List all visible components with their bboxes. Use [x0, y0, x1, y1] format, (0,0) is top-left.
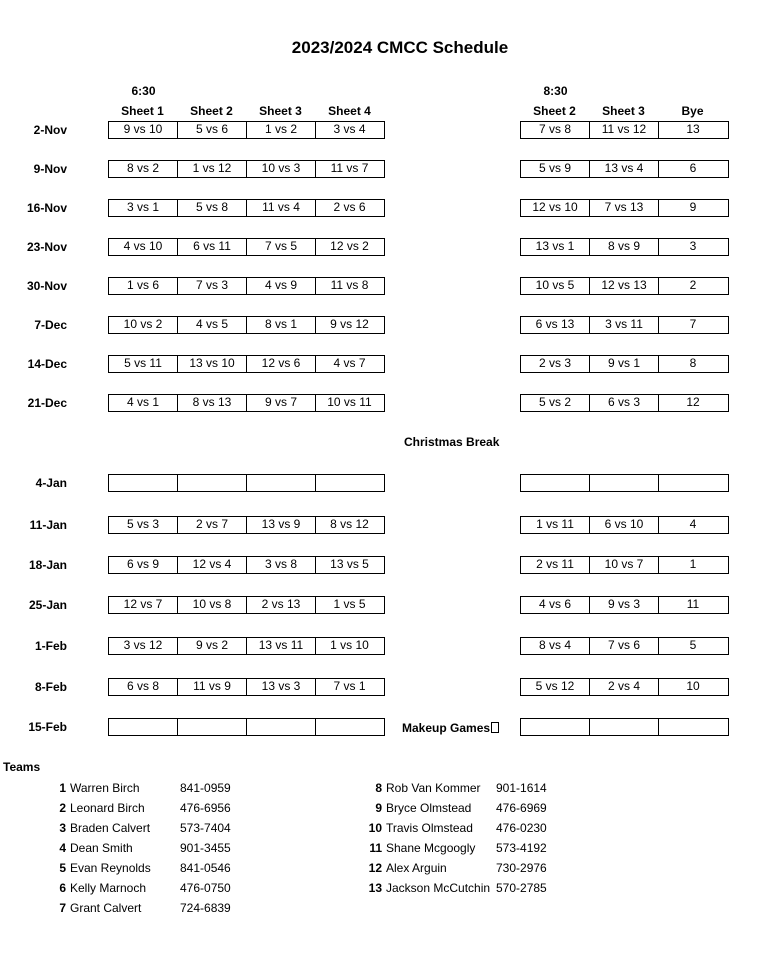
row-date: 2-Nov	[33, 123, 67, 137]
game-cell: 3 vs 4	[333, 122, 366, 136]
team-number: 13	[368, 881, 382, 895]
bye-cell: 13	[686, 122, 700, 136]
team-captain-name: Alex Arguin	[386, 861, 447, 875]
team-row	[366, 840, 547, 856]
time-late: 8:30	[543, 84, 568, 98]
game-cell: 11 vs 7	[330, 161, 369, 175]
game-cell: 4 vs 7	[333, 356, 366, 370]
game-cell: 5 vs 6	[178, 122, 247, 138]
team-phone: 476-6956	[180, 801, 231, 815]
game-cell: 2 vs 6	[333, 200, 366, 214]
team-phone: 476-0230	[496, 821, 547, 835]
game-cell	[178, 475, 247, 491]
game-cell	[316, 475, 383, 491]
row-date: 23-Nov	[26, 240, 67, 254]
early-games-row	[108, 316, 385, 334]
game-cell: 8 vs 13	[178, 395, 247, 411]
row-date: 11-Jan	[29, 518, 67, 532]
game-cell: 2 vs 4	[590, 679, 659, 695]
game-cell: 13 vs 5	[330, 557, 369, 571]
header-bye: Bye	[681, 104, 704, 118]
bye-cell	[659, 475, 727, 491]
game-cell: 3 vs 8	[247, 557, 316, 573]
game-cell	[316, 719, 383, 735]
early-games-row	[108, 199, 385, 217]
late-games-row	[520, 199, 729, 217]
team-row	[50, 900, 231, 916]
team-row	[366, 800, 547, 816]
game-cell: 12 vs 7	[109, 597, 178, 613]
team-phone: 573-4192	[496, 841, 547, 855]
team-captain-name: Evan Reynolds	[70, 861, 151, 875]
game-cell: 8 vs 1	[247, 317, 316, 333]
late-games-row	[520, 474, 729, 492]
game-cell: 6 vs 8	[109, 679, 178, 695]
team-phone: 573-7404	[180, 821, 231, 835]
game-cell: 9 vs 10	[109, 122, 178, 138]
game-cell: 9 vs 7	[247, 395, 316, 411]
game-cell	[178, 719, 247, 735]
early-games-row	[108, 238, 385, 256]
game-cell: 13 vs 4	[590, 161, 659, 177]
bye-cell: 8	[689, 356, 697, 370]
game-cell: 12 vs 4	[178, 557, 247, 573]
row-date: 15-Feb	[28, 720, 67, 734]
late-games-row	[520, 718, 729, 736]
team-row	[366, 860, 547, 876]
bye-cell: 2	[689, 278, 697, 292]
game-cell	[109, 475, 178, 491]
team-row	[50, 840, 231, 856]
team-captain-name: Grant Calvert	[70, 901, 142, 915]
team-phone: 724-6839	[180, 901, 231, 915]
early-games-row	[108, 277, 385, 295]
makeup-games-text: Makeup Games	[402, 721, 491, 735]
late-games-row	[520, 238, 729, 256]
game-cell: 1 vs 2	[247, 122, 316, 138]
team-captain-name: Warren Birch	[70, 781, 140, 795]
late-games-row	[520, 394, 729, 412]
time-early: 6:30	[131, 84, 156, 98]
team-captain-name: Dean Smith	[70, 841, 133, 855]
game-cell: 7 vs 6	[590, 638, 659, 654]
game-cell: 7 vs 5	[247, 239, 316, 255]
bye-cell	[659, 719, 727, 735]
game-cell: 6 vs 9	[109, 557, 178, 573]
team-phone: 476-6969	[496, 801, 547, 815]
game-cell: 5 vs 9	[521, 161, 590, 177]
team-captain-name: Shane Mcgoogly	[386, 841, 476, 855]
game-cell: 8 vs 12	[330, 517, 369, 531]
late-games-row	[520, 316, 729, 334]
bye-cell: 11	[686, 597, 700, 611]
late-games-row	[520, 160, 729, 178]
team-number: 7	[59, 901, 66, 915]
game-cell: 9 vs 1	[590, 356, 659, 372]
late-games-row	[520, 121, 729, 139]
game-cell: 13 vs 11	[247, 638, 316, 654]
page-title: 2023/2024 CMCC Schedule	[291, 38, 509, 57]
bye-cell: 9	[689, 200, 697, 214]
bye-cell: 12	[686, 395, 700, 409]
missing-glyph-icon	[491, 722, 499, 733]
bye-cell: 4	[689, 517, 697, 531]
team-row	[366, 820, 547, 836]
late-games-row	[520, 556, 729, 574]
team-number: 10	[368, 821, 382, 835]
game-cell: 10 vs 3	[247, 161, 316, 177]
team-row	[50, 780, 231, 796]
early-games-row	[108, 516, 385, 534]
christmas-break-label: Christmas Break	[404, 435, 500, 449]
late-games-row	[520, 516, 729, 534]
game-cell: 4 vs 6	[521, 597, 590, 613]
game-cell: 12 vs 10	[521, 200, 590, 216]
game-cell: 1 vs 6	[109, 278, 178, 294]
early-games-row	[108, 637, 385, 655]
bye-cell: 10	[686, 679, 700, 693]
game-cell: 10 vs 8	[178, 597, 247, 613]
row-date: 1-Feb	[34, 639, 67, 653]
game-cell: 8 vs 9	[590, 239, 659, 255]
game-cell	[247, 475, 316, 491]
game-cell: 2 vs 11	[521, 557, 590, 573]
team-phone: 901-1614	[496, 781, 547, 795]
team-row	[50, 860, 231, 876]
game-cell	[521, 475, 590, 491]
early-games-row	[108, 596, 385, 614]
game-cell: 3 vs 1	[109, 200, 178, 216]
teams-heading: Teams	[3, 760, 41, 774]
row-date: 25-Jan	[28, 598, 67, 612]
game-cell: 11 vs 9	[178, 679, 247, 695]
team-row	[366, 880, 547, 896]
row-date: 8-Feb	[34, 680, 67, 694]
team-number: 5	[59, 861, 66, 875]
game-cell	[590, 719, 659, 735]
header-late-sheet: Sheet 3	[602, 104, 645, 118]
teams-list-right	[366, 780, 547, 900]
game-cell: 12 vs 2	[330, 239, 369, 253]
team-number: 3	[59, 821, 66, 835]
teams-list-left	[50, 780, 231, 920]
game-cell: 13 vs 10	[178, 356, 247, 372]
early-games-row	[108, 355, 385, 373]
bye-cell: 6	[689, 161, 697, 175]
game-cell: 10 vs 7	[590, 557, 659, 573]
game-cell: 2 vs 3	[521, 356, 590, 372]
team-captain-name: Braden Calvert	[70, 821, 151, 835]
team-number: 1	[59, 781, 66, 795]
early-games-row	[108, 678, 385, 696]
early-games-row	[108, 556, 385, 574]
team-phone: 730-2976	[496, 861, 547, 875]
game-cell: 4 vs 10	[109, 239, 178, 255]
late-games-row	[520, 678, 729, 696]
game-cell: 2 vs 13	[247, 597, 316, 613]
game-cell: 5 vs 3	[109, 517, 178, 533]
game-cell: 4 vs 5	[178, 317, 247, 333]
team-captain-name: Bryce Olmstead	[386, 801, 472, 815]
row-date: 4-Jan	[35, 476, 67, 490]
team-row	[50, 820, 231, 836]
game-cell	[247, 719, 316, 735]
game-cell: 5 vs 11	[109, 356, 178, 372]
team-number: 11	[369, 841, 382, 855]
team-captain-name: Travis Olmstead	[386, 821, 473, 835]
team-phone: 841-0959	[180, 781, 231, 795]
header-late-sheet: Sheet 2	[533, 104, 576, 118]
row-date: 21-Dec	[27, 396, 67, 410]
game-cell: 8 vs 4	[521, 638, 590, 654]
team-number: 8	[375, 781, 382, 795]
game-cell: 9 vs 2	[178, 638, 247, 654]
team-captain-name: Leonard Birch	[70, 801, 145, 815]
game-cell: 10 vs 5	[521, 278, 590, 294]
team-captain-name: Jackson McCutchin	[386, 881, 491, 895]
game-cell: 7 vs 3	[178, 278, 247, 294]
game-cell: 13 vs 1	[521, 239, 590, 255]
late-games-row	[520, 637, 729, 655]
game-cell: 12 vs 13	[590, 278, 659, 294]
game-cell: 3 vs 11	[590, 317, 659, 333]
game-cell: 9 vs 12	[330, 317, 369, 331]
game-cell: 2 vs 7	[178, 517, 247, 533]
game-cell: 13 vs 3	[247, 679, 316, 695]
team-phone: 901-3455	[180, 841, 231, 855]
game-cell: 6 vs 11	[178, 239, 247, 255]
team-phone: 841-0546	[180, 861, 231, 875]
game-cell: 5 vs 8	[178, 200, 247, 216]
game-cell: 1 vs 10	[330, 638, 369, 652]
game-cell: 5 vs 12	[521, 679, 590, 695]
game-cell	[590, 475, 659, 491]
game-cell	[109, 719, 178, 735]
row-date: 14-Dec	[27, 357, 67, 371]
game-cell: 7 vs 13	[590, 200, 659, 216]
early-games-row	[108, 160, 385, 178]
header-early-sheet: Sheet 1	[121, 104, 164, 118]
bye-cell: 3	[689, 239, 697, 253]
game-cell: 12 vs 6	[247, 356, 316, 372]
early-games-row	[108, 394, 385, 412]
game-cell: 6 vs 3	[590, 395, 659, 411]
team-number: 4	[59, 841, 66, 855]
team-phone: 570-2785	[496, 881, 547, 895]
team-phone: 476-0750	[180, 881, 231, 895]
team-row	[366, 780, 547, 796]
game-cell	[521, 719, 590, 735]
late-games-row	[520, 355, 729, 373]
game-cell: 11 vs 8	[330, 278, 369, 292]
bye-cell: 1	[689, 557, 697, 571]
row-date: 7-Dec	[34, 318, 67, 332]
bye-cell: 7	[689, 317, 697, 331]
early-games-row	[108, 474, 385, 492]
late-games-row	[520, 596, 729, 614]
row-date: 16-Nov	[26, 201, 67, 215]
row-date: 30-Nov	[26, 279, 67, 293]
row-date: 18-Jan	[28, 558, 67, 572]
team-row	[50, 880, 231, 896]
makeup-games-label	[402, 721, 499, 735]
team-row	[50, 800, 231, 816]
game-cell: 8 vs 2	[109, 161, 178, 177]
game-cell: 7 vs 8	[521, 122, 590, 138]
team-captain-name: Kelly Marnoch	[70, 881, 147, 895]
team-number: 12	[368, 861, 382, 875]
game-cell: 4 vs 1	[109, 395, 178, 411]
header-early-sheet: Sheet 2	[190, 104, 233, 118]
game-cell: 4 vs 9	[247, 278, 316, 294]
game-cell: 9 vs 3	[590, 597, 659, 613]
team-captain-name: Rob Van Kommer	[386, 781, 481, 795]
bye-cell: 5	[689, 638, 697, 652]
game-cell: 6 vs 13	[521, 317, 590, 333]
team-number: 2	[59, 801, 66, 815]
game-cell: 1 vs 5	[333, 597, 366, 611]
early-games-row	[108, 718, 385, 736]
game-cell: 7 vs 1	[333, 679, 366, 693]
early-games-row	[108, 121, 385, 139]
game-cell: 11 vs 12	[590, 122, 659, 138]
game-cell: 5 vs 2	[521, 395, 590, 411]
game-cell: 10 vs 11	[327, 395, 372, 409]
game-cell: 1 vs 11	[521, 517, 590, 533]
game-cell: 6 vs 10	[590, 517, 659, 533]
late-games-row	[520, 277, 729, 295]
team-number: 9	[375, 801, 382, 815]
game-cell: 3 vs 12	[109, 638, 178, 654]
game-cell: 10 vs 2	[109, 317, 178, 333]
team-number: 6	[59, 881, 66, 895]
header-early-sheet: Sheet 4	[328, 104, 371, 118]
game-cell: 1 vs 12	[178, 161, 247, 177]
row-date: 9-Nov	[33, 162, 67, 176]
game-cell: 11 vs 4	[247, 200, 316, 216]
header-early-sheet: Sheet 3	[259, 104, 302, 118]
game-cell: 13 vs 9	[247, 517, 316, 533]
